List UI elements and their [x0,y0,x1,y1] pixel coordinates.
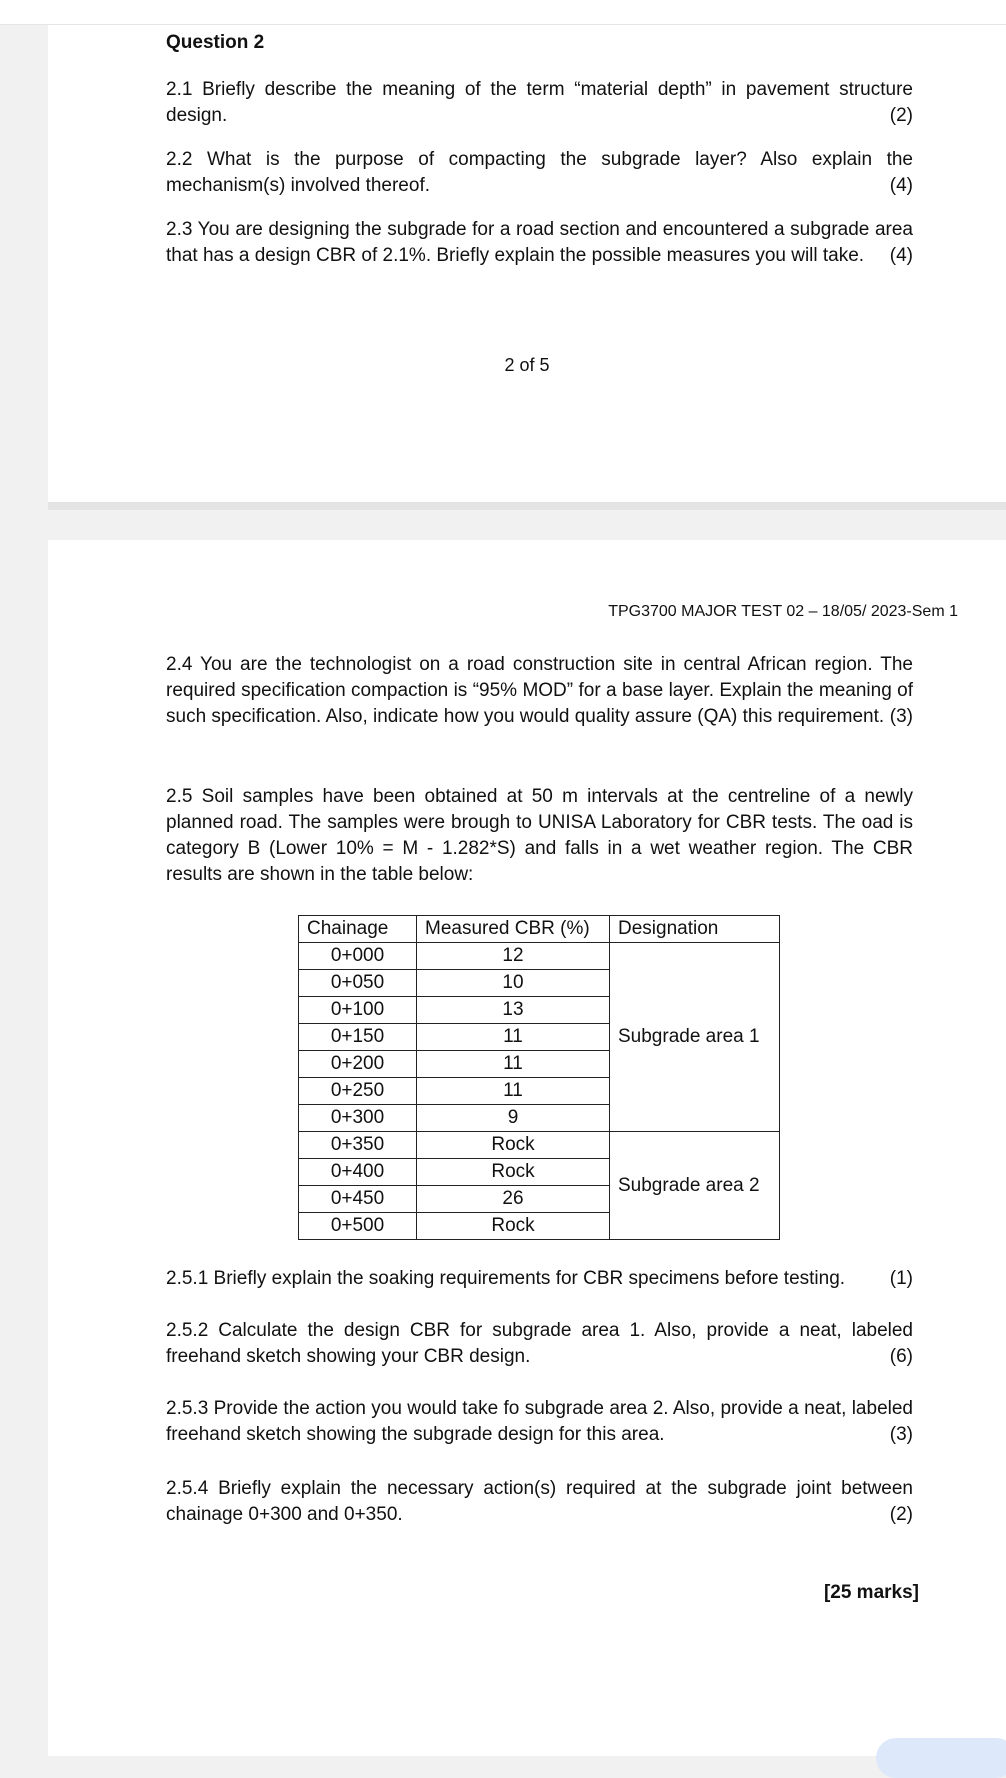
table-row [299,943,780,970]
chainage-cell: 0+150 [299,1024,417,1051]
question-text: 2.4 You are the technologist on a road construction site in central African region. The required specification compaction is “95% MOD” for a base layer. Explain the meaning of such specification. Also, indicate how you would quality assure (QA) this requirement. [166,654,913,727]
chainage-cell: 0+200 [299,1051,417,1078]
question-text: 2.3 You are designing the subgrade for a road section and encountered a subgrade area that has a design CBR of 2.1%. Briefly explain the possible measures you will take. [166,219,913,266]
column-header: Chainage [299,916,417,943]
cbr-cell: Rock [417,1213,610,1240]
cbr-cell: 26 [417,1186,610,1213]
question-2-5-3 [166,1396,913,1448]
question-2-5-2 [166,1318,913,1370]
cbr-cell: 9 [417,1105,610,1132]
chainage-cell: 0+500 [299,1213,417,1240]
cbr-cell: 11 [417,1024,610,1051]
column-header: Measured CBR (%) [417,916,610,943]
designation-cell: Subgrade area 1 [610,943,780,1132]
question-2-5-4 [166,1476,913,1528]
total-marks: [25 marks] [823,1582,919,1603]
question-text: 2.5 Soil samples have been obtained at 50 m intervals at the centreline of a newly planned road. The samples were brough to UNISA Laboratory for CBR tests. The oad is category B (Lower 10% = M - 1.282*S) and falls in a wet weather region. The CBR results are shown in the table below: [166,786,913,885]
cbr-cell: 10 [417,970,610,997]
designation-cell: Subgrade area 2 [610,1132,780,1240]
page-separator [48,502,1006,510]
chainage-cell: 0+400 [299,1159,417,1186]
question-2-3 [166,217,913,269]
question-text: 2.5.4 Briefly explain the necessary action(s) required at the subgrade joint between chainage 0+300 and 0+350. [166,1478,913,1525]
cbr-results-table [298,915,780,1240]
chainage-cell: 0+250 [299,1078,417,1105]
chainage-cell: 0+300 [299,1105,417,1132]
question-2-5-1 [166,1266,913,1292]
chainage-cell: 0+000 [299,943,417,970]
question-marks: (3) [889,706,913,727]
question-marks: (2) [889,1504,913,1525]
cbr-cell: 13 [417,997,610,1024]
question-heading: Question 2 [166,32,265,53]
cbr-cell: 11 [417,1051,610,1078]
cbr-cell: 12 [417,943,610,970]
cbr-cell: Rock [417,1159,610,1186]
viewer-top-bar [0,0,1006,25]
document-page-3 [48,540,1006,1756]
cbr-cell: 11 [417,1078,610,1105]
question-marks: (3) [889,1424,913,1445]
question-text: 2.5.2 Calculate the design CBR for subgrade area 1. Also, provide a neat, labeled freehand sketch showing your CBR design. [166,1320,913,1367]
table-header-row [299,916,780,943]
table-row [299,1132,780,1159]
question-2-5 [166,784,913,888]
question-text: 2.5.1 Briefly explain the soaking requirements for CBR specimens before testing. [166,1268,846,1289]
question-text: 2.1 Briefly describe the meaning of the term “material depth” in pavement structure design. [166,79,913,126]
question-text: 2.5.3 Provide the action you would take fo subgrade area 2. Also, provide a neat, labeled freehand sketch showing the subgrade design for this area. [166,1398,913,1445]
question-marks: (4) [889,245,913,266]
document-page-2 [48,25,1006,502]
question-2-1 [166,77,913,129]
question-text: 2.2 What is the purpose of compacting the subgrade layer? Also explain the mechanism(s) involved thereof. [166,149,913,196]
question-marks: (2) [889,105,913,126]
cbr-cell: Rock [417,1132,610,1159]
chainage-cell: 0+450 [299,1186,417,1213]
question-marks: (6) [889,1346,913,1367]
question-2-2 [166,147,913,199]
page-number: 2 of 5 [504,355,550,375]
question-marks: (1) [889,1268,913,1289]
page-header: TPG3700 MAJOR TEST 02 – 18/05/ 2023-Sem 1 [608,603,958,620]
chainage-cell: 0+050 [299,970,417,997]
question-2-4 [166,652,913,730]
floating-action-button[interactable] [876,1738,1006,1778]
chainage-cell: 0+350 [299,1132,417,1159]
question-marks: (4) [889,175,913,196]
column-header: Designation [610,916,780,943]
chainage-cell: 0+100 [299,997,417,1024]
